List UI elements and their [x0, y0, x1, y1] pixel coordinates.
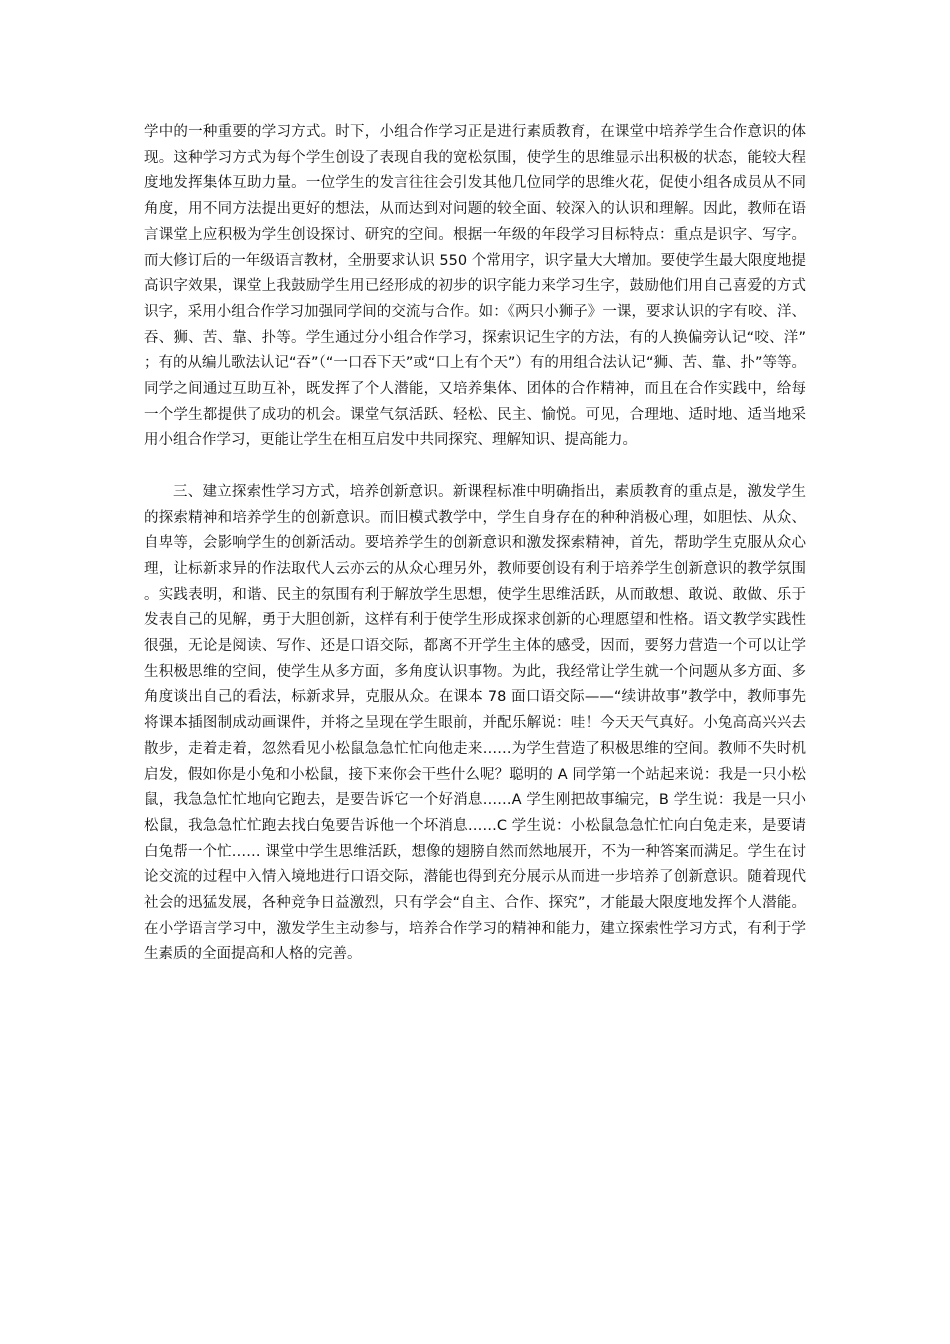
paragraph-cooperative-learning: 学中的一种重要的学习方式。时下，小组合作学习正是进行素质教育，在课堂中培养学生合作意识的体现。这种学习方式为每个学生创设了表现自我的宽松氛围，使学生的思维显示出积极的状态，能较大程度地发挥集体互助力量。一位学生的发言往往会引发其他几位同学的思维火花，促使小组各成员从不同角度，用不同方法提出更好的想法，从而达到对问题的较全面、较深入的认识和理解。因此，教师在语言课堂上应积极为学生创设探讨、研究的空间。根据一年级的年段学习目标特点：重点是识字、写字。而大修订后的一年级语言教材，全册要求认识 550 个常用字，识字量大大增加。要使学生最大限度地提高识字效果，课堂上我鼓励学生用已经形成的初步的识字能力来学习生字，鼓励他们用自己喜爱的方式识字，采用小组合作学习加强同学间的交流与合作。如：《两只小狮子》一课，要求认识的字有咬、洋、吞、狮、苦、靠、扑等。学生通过分小组合作学习，探索识记生字的方法，有的人换偏旁认记“咬、洋”；有的从编儿歌法认记“吞”（“一口吞下天”或“口上有个天”）有的用组合法认记“狮、苦、靠、扑”等等。同学之间通过互助互补，既发挥了个人潜能，又培养集体、团体的合作精神，而且在合作实践中，给每一个学生都提供了成功的机会。课堂气氛活跃、轻松、民主、愉悦。可见，合理地、适时地、适当地采用小组合作学习，更能让学生在相互启发中共同探究、理解知识、提高能力。	[144, 124, 806, 449]
paragraph-exploratory-learning: 三、建立探索性学习方式，培养创新意识。新课程标准中明确指出，素质教育的重点是，激发学生的探索精神和培养学生的创新意识。而旧模式教学中，学生自身存在的种种消极心理，如胆怯、从众、自卑等，会影响学生的创新活动。要培养学生的创新意识和激发探索精神，首先，帮助学生克服从众心理，让标新求异的作法取代人云亦云的从众心理另外，教师要创设有利于培养学生创新意识的教学氛围。实践表明，和谐、民主的氛围有利于解放学生思想，使学生思维活跃，从而敢想、敢说、敢做、乐于发表自己的见解，勇于大胆创新，这样有利于使学生形成探求创新的心理愿望和性格。语文教学实践性很强，无论是阅读、写作、还是口语交际，都离不开学生主体的感受，因而，要努力营造一个可以让学生积极思维的空间，使学生从多方面，多角度认识事物。为此，我经常让学生就一个问题从多方面、多角度谈出自己的看法，标新求异，克服从众。在课本 78 面口语交际——“续讲故事”教学中，教师事先将课本插图制成动画课件，并将之呈现在学生眼前，并配乐解说：哇！今天天气真好。小兔高高兴兴去散步，走着走着，忽然看见小松鼠急急忙忙向他走来……为学生营造了积极思维的空间。教师不失时机启发，假如你是小兔和小松鼠，接下来你会干些什么呢？聪明的 A 同学第一个站起来说：我是一只小松鼠，我急急忙忙地向它跑去，是要告诉它一个好消息……A 学生刚把故事编完，B 学生说：我是一只小松鼠，我急急忙忙跑去找白兔要告诉他一个坏消息……C 学生说：小松鼠急急忙忙向白兔走来，是要请白兔帮一个忙…… 课堂中学生思维活跃，想像的翅膀自然而然地展开，不为一种答案而满足。学生在讨论交流的过程中入情入境地进行口语交际，潜能也得到充分展示从而进一步培养了创新意识。随着现代社会的迅猛发展，各种竞争日益激烈，只有学会“自主、合作、探究”，才能最大限度地发挥个人潜能。在小学语言学习中，激发学生主动参与，培养合作学习的精神和能力，建立探索性学习方式，有利于学生素质的全面提高和人格的完善。	[144, 483, 806, 963]
document-body	[144, 120, 806, 968]
paragraph-spacer	[144, 454, 806, 480]
